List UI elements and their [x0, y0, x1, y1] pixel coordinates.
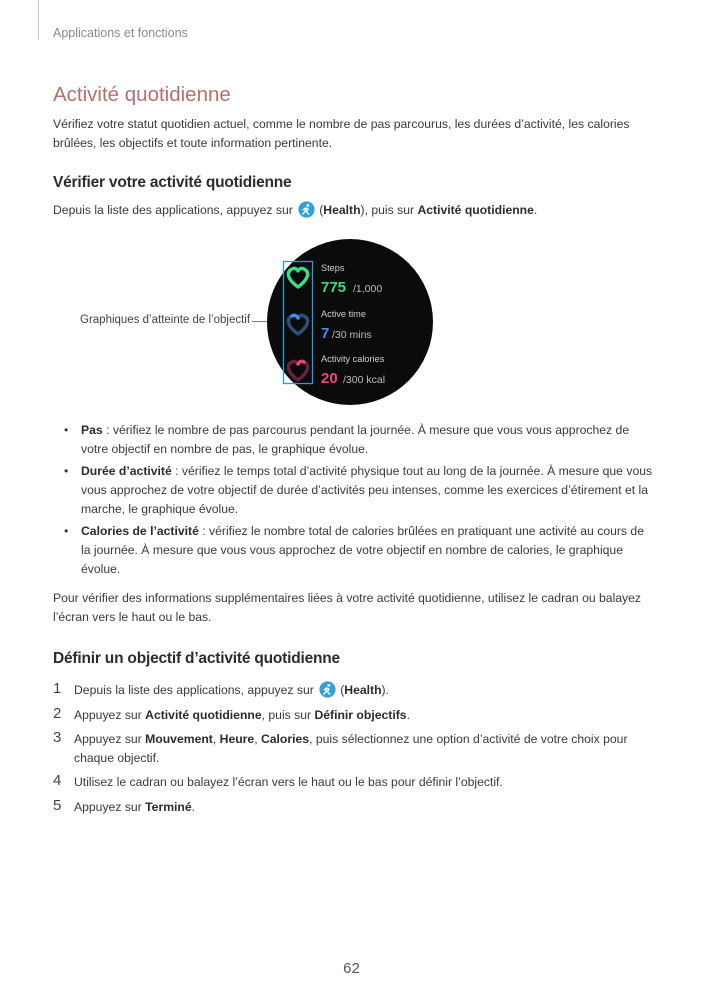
steps-label: Steps [321, 263, 345, 273]
list-item: • Calories de l’activité : vérifiez le nombre total de calories brûlées en pratiquant une activité au cours de la journée. À mesure que vous vous approchez de votre objectif en nombre de calories, le graphique évolue. [64, 524, 644, 576]
list-item: 4 Utilisez le cadran ou balayez l’écran vers le haut ou le bas pour définir l’objectif. [53, 772, 503, 789]
list-item: 5 Appuyez sur Terminé. [53, 796, 196, 814]
list-item: • Pas : vérifiez le nombre de pas parcourus pendant la journée. À mesure que vous vous approchez de votre objectif en nombre de pas, le graphique évolue. [64, 423, 630, 456]
list-item: • Durée d’activité : vérifiez le temps total d’activité physique tout au long de la journée. À mesure que vous vous approchez de votre objectif de durée d’activités peu intenses, comme les exercices d’étirement et la marche, le graphique évolue. [64, 464, 653, 516]
page-number: 62 [343, 960, 360, 977]
list-item: 1 Depuis la liste des applications, appuyez sur (Health). [53, 680, 389, 697]
bullet-dot: • [64, 524, 69, 538]
figure-callout-label: Graphiques d’atteinte de l’objectif [80, 314, 251, 326]
note-paragraph: Pour vérifier des informations supplémentaires liées à votre activité quotidienne, utilisez le cadran ou balayez l’écran vers le haut ou le bas. [53, 591, 642, 624]
active-time-goal: /30 mins [332, 329, 372, 341]
section-heading-check-activity: Vérifier votre activité quotidienne [53, 174, 292, 191]
calories-goal: /300 kcal [343, 374, 386, 386]
instruction-open-activity: Depuis la liste des applications, appuyez sur (Health), puis sur Activité quotidienne. [53, 203, 538, 217]
calories-value: 20 [321, 370, 338, 387]
calories-label: Activity calories [321, 354, 385, 364]
health-app-icon [319, 681, 336, 698]
bullet-dot: • [64, 464, 69, 478]
section-heading-set-goal: Définir un objectif d’activité quotidienne [53, 650, 340, 667]
metric-bullet-list [64, 421, 654, 582]
list-item: 2 Appuyez sur Activité quotidienne, puis sur Définir objectifs. [53, 704, 410, 722]
goal-steps-list [53, 681, 653, 822]
section-header: Applications et fonctions [53, 26, 188, 40]
watch-activity-screen [266, 238, 434, 406]
margin-rule [38, 0, 39, 40]
bullet-dot: • [64, 423, 69, 437]
steps-value: 775 [321, 279, 347, 296]
page-title: Activité quotidienne [53, 83, 231, 106]
intro-paragraph: Vérifiez votre statut quotidien actuel, comme le nombre de pas parcourus, les durées d’activité, les calories brûlées, les objectifs et toute information pertinente. [53, 117, 630, 150]
list-item: 3 Appuyez sur Mouvement, Heure, Calories, puis sélectionnez une option d’activité de votre choix pour chaque objectif. [53, 729, 628, 765]
active-time-value: 7 [321, 325, 330, 342]
active-time-label: Active time [321, 309, 366, 319]
health-app-icon [298, 201, 315, 218]
steps-goal: /1,000 [353, 283, 383, 295]
